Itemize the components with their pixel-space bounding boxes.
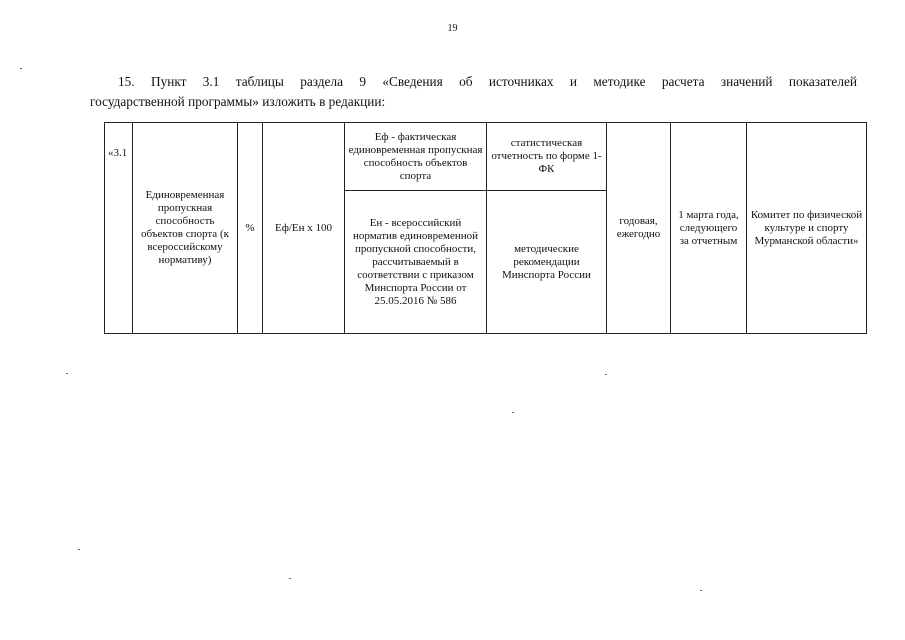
page-number: 19 bbox=[447, 23, 458, 34]
indicator-table bbox=[104, 122, 867, 334]
scan-speck bbox=[700, 590, 702, 591]
cell-deadline: 1 марта года, следующего за отчетным bbox=[671, 123, 747, 334]
scan-speck bbox=[66, 373, 68, 374]
cell-responsible: Комитет по физической культуре и спорту Мурманской области» bbox=[747, 123, 867, 334]
cell-periodicity: годовая, ежегодно bbox=[607, 123, 671, 334]
cell-var1-source: статистическая отчетность по форме 1-ФК bbox=[487, 123, 607, 191]
amendment-paragraph bbox=[90, 72, 857, 112]
cell-indicator: Единовременная пропускная способность объектов спорта (к всероссийскому нормативу) bbox=[133, 123, 238, 334]
cell-var2-description: Ен - всероссийский норматив единовременной пропускной способности, рассчитываемый в соответствии с приказом Минспорта России от 25.05.2016 № 586 bbox=[345, 191, 487, 334]
paragraph-line-1: 15. Пункт 3.1 таблицы раздела 9 «Сведения об источниках и методике расчета значений показателей bbox=[118, 74, 857, 89]
cell-formula: Еф/Ен х 100 bbox=[263, 123, 345, 334]
scan-speck bbox=[512, 412, 514, 413]
cell-var2-source: методические рекомендации Минспорта России bbox=[487, 191, 607, 334]
cell-number: «3.1 bbox=[105, 123, 133, 334]
scan-speck bbox=[78, 549, 80, 550]
cell-var1-description: Еф - фактическая единовременная пропускная способность объектов спорта bbox=[345, 123, 487, 191]
scan-speck bbox=[20, 68, 22, 69]
cell-unit: % bbox=[238, 123, 263, 334]
paragraph-line-2: государственной программы» изложить в редакции: bbox=[90, 94, 386, 109]
scan-speck bbox=[605, 374, 607, 375]
scan-speck bbox=[289, 578, 291, 579]
